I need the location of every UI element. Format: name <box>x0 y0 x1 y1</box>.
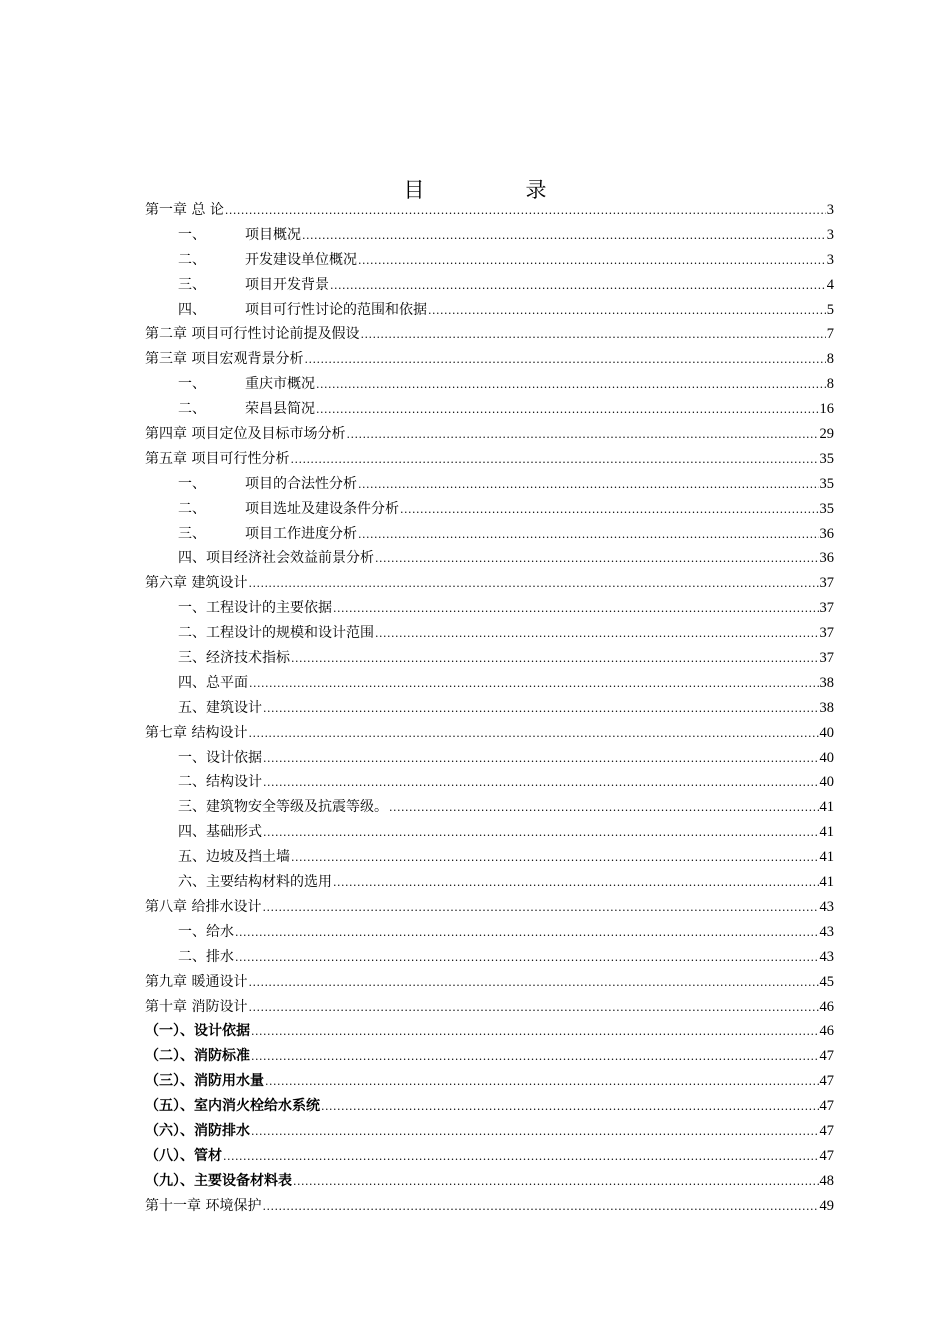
toc-entry-number: 三、 <box>178 276 206 293</box>
dot-leader <box>248 996 818 1021</box>
toc-entry-text: 第一章 总 论 <box>145 202 224 218</box>
toc-entry-text: 第四章 项目定位及目标市场分析 <box>145 426 346 443</box>
toc-entry[interactable] <box>145 1169 834 1194</box>
toc-entry-page: 43 <box>819 948 834 965</box>
toc-entry-page: 7 <box>826 326 834 343</box>
toc-entry[interactable] <box>145 497 834 522</box>
dot-leader <box>346 423 818 448</box>
toc-entry-label <box>145 571 247 596</box>
toc-entry-page: 41 <box>819 824 834 841</box>
toc-entry[interactable] <box>145 920 834 945</box>
dot-leader <box>358 473 819 498</box>
dot-leader <box>316 398 819 423</box>
toc-entry-label <box>145 895 261 920</box>
toc-entry-page: 36 <box>819 525 834 542</box>
toc-entry-number: 二、 <box>178 401 206 418</box>
toc-entry[interactable] <box>145 696 834 721</box>
toc-entry-text: 第六章 建筑设计 <box>145 575 248 592</box>
toc-entry-text: 荣昌县简况 <box>245 401 315 418</box>
toc-entry[interactable] <box>145 895 834 920</box>
toc-entry-page: 41 <box>819 874 834 891</box>
toc-entry-label <box>145 422 345 447</box>
dot-leader <box>330 274 826 299</box>
toc-entry[interactable] <box>145 347 834 372</box>
dot-leader <box>248 572 818 597</box>
toc-entry[interactable] <box>145 248 834 273</box>
toc-entry[interactable] <box>145 845 834 870</box>
toc-entry-text: （九）、主要设备材料表 <box>145 1172 292 1189</box>
dot-leader <box>333 871 819 896</box>
toc-entry-text: （二）、消防标准 <box>145 1048 250 1065</box>
toc-entry[interactable] <box>145 397 834 422</box>
dot-leader <box>263 771 819 796</box>
toc-entry[interactable] <box>145 571 834 596</box>
dot-leader <box>389 796 819 821</box>
toc-entry-text: 开发建设单位概况 <box>245 251 357 268</box>
toc-entry-text: （六）、消防排水 <box>145 1122 250 1139</box>
dot-leader <box>235 921 819 946</box>
toc-entry-label <box>145 1069 264 1094</box>
toc-entry-page: 49 <box>819 1197 834 1214</box>
toc-entry[interactable] <box>145 1044 834 1069</box>
toc-entry-page: 40 <box>819 724 834 741</box>
toc-entry-text: 二、结构设计 <box>178 774 262 791</box>
toc-entry-text: 项目的合法性分析 <box>245 475 357 492</box>
toc-entry[interactable] <box>145 273 834 298</box>
toc-entry-page: 36 <box>819 550 834 567</box>
toc-entry-page: 35 <box>819 450 834 467</box>
dot-leader <box>262 1195 818 1220</box>
toc-entry-text: 第七章 结构设计 <box>145 724 248 741</box>
dot-leader <box>428 299 826 324</box>
toc-entry-text: 三、经济技术指标 <box>178 650 290 667</box>
toc-entry-text: 第二章 项目可行性讨论前提及假设 <box>145 326 360 343</box>
toc-entry-label <box>145 1019 250 1044</box>
toc-entry-page: 16 <box>819 401 834 418</box>
toc-entry-text: 一、设计依据 <box>178 749 262 766</box>
toc-entry-text: 一、给水 <box>178 923 234 940</box>
dot-leader <box>235 946 819 971</box>
toc-entry-label <box>178 746 262 771</box>
toc-entry-page: 47 <box>819 1122 834 1139</box>
toc-entry-label <box>178 820 262 845</box>
toc-entry-label <box>178 273 329 298</box>
toc-entry-text: 二、工程设计的规模和设计范围 <box>178 625 374 642</box>
toc-entry-label <box>145 1194 261 1219</box>
toc-entry[interactable] <box>145 1069 834 1094</box>
dot-leader <box>293 1170 819 1195</box>
toc-entry-text: （八）、管材 <box>145 1147 222 1164</box>
dot-leader <box>302 224 826 249</box>
dot-leader <box>375 547 819 572</box>
toc-entry[interactable] <box>145 298 834 323</box>
dot-leader <box>263 697 819 722</box>
toc-entry-text: 项目选址及建设条件分析 <box>245 500 399 517</box>
toc-entry[interactable] <box>145 447 834 472</box>
toc-entry-text: 第十章 消防设计 <box>145 998 248 1015</box>
toc-entry[interactable] <box>145 970 834 995</box>
toc-entry-text: 项目概况 <box>245 226 301 243</box>
toc-entry[interactable] <box>145 1194 834 1219</box>
toc-entry-page: 8 <box>826 376 834 393</box>
dot-leader <box>358 249 826 274</box>
toc-entry-text: 一、工程设计的主要依据 <box>178 600 332 617</box>
toc-entry-text: 重庆市概况 <box>245 376 315 393</box>
dot-leader <box>290 448 818 473</box>
toc-entry-text: （三）、消防用水量 <box>145 1073 264 1090</box>
toc-entry-number: 二、 <box>178 251 206 268</box>
toc-entry[interactable] <box>145 621 834 646</box>
toc-entry-label <box>178 795 388 820</box>
toc-entry-page: 29 <box>819 426 834 443</box>
dot-leader <box>375 622 819 647</box>
dot-leader <box>291 647 819 672</box>
toc-entry-text: 三、建筑物安全等级及抗震等级。 <box>178 799 388 816</box>
toc-entry[interactable] <box>145 671 834 696</box>
toc-entry[interactable] <box>145 945 834 970</box>
toc-entry-label <box>178 596 332 621</box>
toc-entry-label <box>178 248 357 273</box>
toc-entry[interactable] <box>145 372 834 397</box>
toc-entry-label <box>145 721 247 746</box>
toc-entry[interactable] <box>145 522 834 547</box>
toc-entry[interactable] <box>145 1019 834 1044</box>
toc-entry-text: 四、项目经济社会效益前景分析 <box>178 550 374 567</box>
toc-entry-label <box>178 920 234 945</box>
toc-entry-page: 40 <box>819 749 834 766</box>
toc-entry-label <box>178 945 234 970</box>
toc-entry[interactable] <box>145 646 834 671</box>
toc-entry-label <box>178 298 427 323</box>
toc-entry-label <box>178 646 290 671</box>
toc-entry-page: 41 <box>819 799 834 816</box>
dot-leader <box>248 722 818 747</box>
toc-entry-label <box>178 546 374 571</box>
toc-entry-label <box>178 770 262 795</box>
toc-entry[interactable] <box>145 322 834 347</box>
toc-entry[interactable] <box>145 795 834 820</box>
toc-entry-page: 3 <box>826 226 834 243</box>
dot-leader <box>262 896 818 921</box>
toc-entry[interactable] <box>145 223 834 248</box>
toc-entry-number: 一、 <box>178 376 206 393</box>
dot-leader <box>251 1045 819 1070</box>
toc-entry-page: 35 <box>819 500 834 517</box>
toc-entry-text: 四、基础形式 <box>178 824 262 841</box>
toc-entry[interactable] <box>145 472 834 497</box>
toc-entry[interactable] <box>145 1094 834 1119</box>
dot-leader <box>360 323 825 348</box>
toc-entry-text: （五）、室内消火栓给水系统 <box>145 1098 320 1115</box>
toc-entry-label <box>145 1094 320 1119</box>
toc-entry-text: 项目开发背景 <box>245 276 329 293</box>
toc-entry-label <box>145 347 303 372</box>
dot-leader <box>400 498 819 523</box>
toc-entry-text: （一）、设计依据 <box>145 1023 250 1040</box>
toc-entry-page: 47 <box>819 1098 834 1115</box>
toc-entry-page: 8 <box>826 351 834 368</box>
toc-entry[interactable] <box>145 546 834 571</box>
dot-leader <box>223 1145 819 1170</box>
toc-entry-label <box>145 970 247 995</box>
dot-leader <box>225 199 826 224</box>
toc-entry-label <box>178 621 374 646</box>
toc-entry-page: 43 <box>819 923 834 940</box>
toc-entry-text: 第十一章 环境保护 <box>145 1197 262 1214</box>
toc-entry-page: 47 <box>819 1073 834 1090</box>
toc-entry-page: 48 <box>819 1172 834 1189</box>
toc-entry[interactable] <box>145 820 834 845</box>
dot-leader <box>249 672 819 697</box>
toc-title: 目 录 <box>403 178 587 202</box>
toc-entry-label <box>145 1119 250 1144</box>
dot-leader <box>321 1095 819 1120</box>
toc-entry-label <box>145 1044 250 1069</box>
toc-entry[interactable] <box>145 746 834 771</box>
toc-entry[interactable] <box>145 770 834 795</box>
dot-leader <box>291 846 819 871</box>
toc-entry-label <box>145 322 359 347</box>
toc-entry-page: 43 <box>819 898 834 915</box>
toc-entry-page: 4 <box>826 276 834 293</box>
dot-leader <box>248 971 818 996</box>
table-of-contents <box>145 198 834 1219</box>
toc-entry-page: 46 <box>819 1023 834 1040</box>
toc-entry[interactable] <box>145 596 834 621</box>
toc-entry-label <box>178 671 248 696</box>
toc-entry-number: 一、 <box>178 226 206 243</box>
toc-entry-text: 项目可行性讨论的范围和依据 <box>245 301 427 318</box>
dot-leader <box>304 348 825 373</box>
toc-entry-page: 37 <box>819 625 834 642</box>
toc-entry-text: 第九章 暖通设计 <box>145 973 248 990</box>
toc-entry-text: 五、建筑设计 <box>178 699 262 716</box>
toc-entry-text: 二、排水 <box>178 948 234 965</box>
toc-entry-text: 五、边坡及挡土墙 <box>178 849 290 866</box>
toc-entry[interactable] <box>145 1119 834 1144</box>
toc-entry[interactable] <box>145 198 834 223</box>
toc-entry-page: 37 <box>819 650 834 667</box>
toc-entry-label <box>178 223 301 248</box>
toc-entry-page: 38 <box>819 699 834 716</box>
toc-entry-page: 3 <box>826 251 834 268</box>
toc-entry-label <box>178 696 262 721</box>
toc-entry-label <box>145 1169 292 1194</box>
toc-entry-page: 35 <box>819 475 834 492</box>
toc-entry-label <box>178 372 315 397</box>
toc-entry-label <box>178 472 357 497</box>
dot-leader <box>333 597 819 622</box>
toc-entry-text: 项目工作进度分析 <box>245 525 357 542</box>
toc-entry-number: 三、 <box>178 525 206 542</box>
dot-leader <box>316 373 826 398</box>
toc-entry[interactable] <box>145 721 834 746</box>
toc-entry[interactable] <box>145 1144 834 1169</box>
toc-entry[interactable] <box>145 870 834 895</box>
toc-entry-text: 第三章 项目宏观背景分析 <box>145 351 304 368</box>
toc-entry-page: 41 <box>819 849 834 866</box>
toc-entry-text: 第五章 项目可行性分析 <box>145 450 290 467</box>
toc-entry-label <box>145 198 224 223</box>
dot-leader <box>358 523 819 548</box>
toc-entry-label <box>178 397 315 422</box>
toc-entry-text: 六、主要结构材料的选用 <box>178 874 332 891</box>
dot-leader <box>263 821 819 846</box>
toc-entry-page: 37 <box>819 600 834 617</box>
toc-entry-number: 四、 <box>178 301 206 318</box>
toc-entry-label <box>178 845 290 870</box>
dot-leader <box>265 1070 819 1095</box>
toc-entry-page: 5 <box>826 301 834 318</box>
toc-entry-page: 45 <box>819 973 834 990</box>
toc-entry-label <box>145 995 247 1020</box>
toc-entry-label <box>178 870 332 895</box>
toc-entry-label <box>178 497 399 522</box>
toc-entry-page: 3 <box>826 202 834 218</box>
toc-entry-page: 37 <box>819 575 834 592</box>
toc-entry[interactable] <box>145 995 834 1020</box>
toc-entry-page: 38 <box>819 674 834 691</box>
toc-entry-text: 第八章 给排水设计 <box>145 898 262 915</box>
dot-leader <box>263 747 819 772</box>
toc-entry[interactable] <box>145 422 834 447</box>
toc-entry-page: 40 <box>819 774 834 791</box>
toc-entry-number: 二、 <box>178 500 206 517</box>
toc-entry-number: 一、 <box>178 475 206 492</box>
toc-entry-page: 46 <box>819 998 834 1015</box>
toc-entry-label <box>145 1144 222 1169</box>
toc-entry-text: 四、总平面 <box>178 674 248 691</box>
toc-entry-page: 47 <box>819 1147 834 1164</box>
dot-leader <box>251 1120 819 1145</box>
toc-entry-page: 47 <box>819 1048 834 1065</box>
dot-leader <box>251 1020 819 1045</box>
toc-entry-label <box>178 522 357 547</box>
toc-entry-label <box>145 447 289 472</box>
